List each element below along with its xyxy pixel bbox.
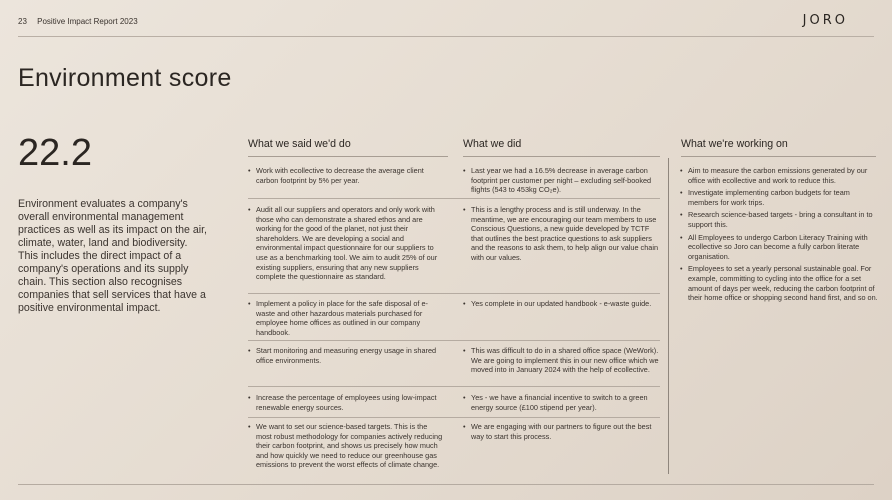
score-description: Environment evaluates a company's overall environmental management practices as well as its impact on the air, climate, water, land and biodiversity. This includes the direct impact of a company's operations and its supply chain. This section also recognises companies that sell services that have a positive environmental impact. (18, 198, 208, 314)
working-on-list (680, 166, 880, 306)
table-row-said: • Implement a policy in place for the safe disposal of e-waste and other hazardous materials purchased for employee home offices as outlined in our company handbook. (248, 299, 444, 337)
environment-score: 22.2 (18, 132, 92, 174)
joro-logo: JORO (802, 13, 848, 28)
table-row-did: • Yes - we have a financial incentive to switch to a green energy source (£100 stipend per year). (463, 393, 659, 412)
column-divider-said (248, 156, 448, 157)
table-row-did: • This is a lengthy process and is still underway. In the meantime, we are encouraging our team members to use Conscious Questions, a new guide developed by TCTF that outlines the best practice questions to ask suppliers and the reasons to ask them, to help align our value chain with our values. (463, 205, 659, 263)
list-item: • Investigate implementing carbon budgets for team members for work trips. (680, 188, 880, 207)
table-row-said: • Start monitoring and measuring energy usage in shared office environments. (248, 346, 444, 365)
column-divider-working (681, 156, 876, 157)
list-item: • All Employees to undergo Carbon Literacy Training with ecollective so Joro can become a fully carbon literate organisation. (680, 233, 880, 262)
page-number: 23 (18, 17, 27, 26)
table-row-did: • We are engaging with our partners to figure out the best way to start this process. (463, 422, 659, 441)
table-row-did: • Yes complete in our updated handbook - e-waste guide. (463, 299, 659, 309)
column-header-did: What we did (463, 138, 522, 150)
report-title: Positive Impact Report 2023 (37, 17, 138, 26)
column-header-working: What we're working on (681, 138, 788, 150)
page-header (18, 17, 146, 26)
column-separator (668, 158, 669, 474)
table-row-did: • This was difficult to do in a shared office space (WeWork). We are going to implement this in our new office which we moved into in January 2024 with the help of ecollective. (463, 346, 659, 375)
footer-divider (18, 484, 874, 485)
row-divider (248, 198, 660, 199)
row-divider (248, 386, 660, 387)
table-row-said: • Work with ecollective to decrease the average client carbon footprint by 5% per year. (248, 166, 444, 185)
column-divider-did (463, 156, 660, 157)
table-row-said: • We want to set our science-based targets. This is the most robust methodology for companies actively reducing their carbon footprint, and shows us precisely how much and how quickly we need to reduce our greenhouse gas emissions to prevent the worst effects of climate change. (248, 422, 444, 470)
header-divider (18, 36, 874, 37)
column-header-said: What we said we'd do (248, 138, 351, 150)
page-title: Environment score (18, 64, 232, 92)
list-item: • Aim to measure the carbon emissions generated by our office with ecollective and work to reduce this. (680, 166, 880, 185)
list-item: • Research science-based targets - bring a consultant in to support this. (680, 210, 880, 229)
row-divider (248, 417, 660, 418)
list-item: • Employees to set a yearly personal sustainable goal. For example, committing to cycling into the office for a set amount of days per week, reducing the carbon footprint of their home office or shopping second hand first, and so on. (680, 264, 880, 302)
row-divider (248, 293, 660, 294)
row-divider (248, 340, 660, 341)
table-row-said: • Increase the percentage of employees using low-impact renewable energy sources. (248, 393, 444, 412)
table-row-said: • Audit all our suppliers and operators and only work with those who can demonstrate a shared ethos and are working for the good of the planet, not just their shareholders. We are developing a social and environmental impact questionnaire for our suppliers to use as a benchmarking tool. We aim to audit 25% of our existing suppliers, ensuring that any new suppliers complete the questionnaire as standard. (248, 205, 444, 282)
table-row-did: • Last year we had a 16.5% decrease in average carbon footprint per customer per night – excluding self-booked flights (543 to 453kg CO₂e). (463, 166, 659, 195)
